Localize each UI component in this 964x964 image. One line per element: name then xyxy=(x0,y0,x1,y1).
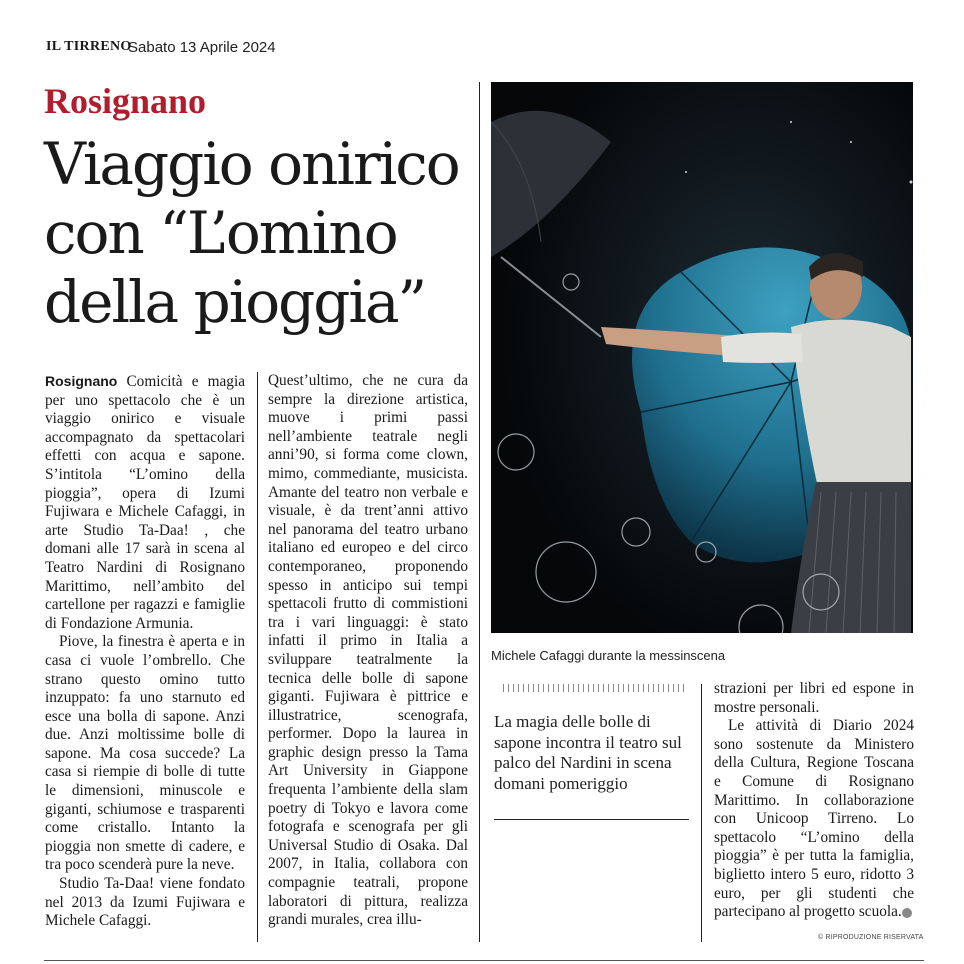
column-divider xyxy=(257,372,258,942)
section-title: Rosignano xyxy=(44,81,207,121)
performer-with-umbrella-image xyxy=(491,82,913,633)
column-divider xyxy=(701,684,702,942)
pull-quote: La magia delle bolle di sapone incontra il teatro sul palco del Nardini in scena domani pomeriggio xyxy=(494,712,682,793)
paragraph: Studio Ta-Daa! viene fondato nel 2013 da Izumi Fujiwara e Michele Cafaggi. xyxy=(45,875,245,930)
headline: Viaggio onirico con “L’omino della pioggia” xyxy=(44,130,459,336)
paragraph: Le attività di Diario 2024 sono sostenute da Ministero della Cultura, Regione Toscana e Comune di Rosignano Marittimo. In collaborazione con Unicoop Tirreno. Lo spettacolo “L’omino della pioggia” è per tutta la famiglia, biglietto intero 5 euro, ridotto 3 euro, per gli studenti che partecipano al progetto scuola. xyxy=(714,717,914,921)
pull-quote-rule xyxy=(494,819,689,820)
issue-date: Sabato 13 Aprile 2024 xyxy=(128,39,276,56)
paragraph: Piove, la finestra è aperta e in casa ci vuole l’ombrello. Che strano questo omino tutto inzuppato: fa uno starnuto ed esce una bolla di sapone. Anzi due. Anzi moltissime bolle di sapone. Ma cosa succede? La casa si riempie di bolle di tutte le dimensioni, minuscole e giganti, schiumose e trasparenti come cristallo. Intanto la pioggia non smette di cadere, e tra poco scenderà pure la neve. xyxy=(45,633,245,874)
paragraph: Rosignano Comicità e magia per uno spettacolo che è un viaggio onirico e visuale accompagnato da spettacolari effetti con acqua e sapone. S’intitola “L’omino della pioggia”, opera di Izumi Fujiwara e Michele Cafaggi, in arte Studio Ta-Daa! , che domani alle 17 sarà in scena al Teatro Nardini di Rosignano Marittimo, nell’ambito del cartellone per ragazzi e famiglie di Fondazione Armunia. xyxy=(45,373,245,632)
paragraph: Quest’ultimo, che ne cura da sempre la direzione artistica, muove i primi passi nell’ambiente teatrale negli anni’90, si forma come clown, mimo, commediante, musicista. Amante del teatro non verbale e visuale, è da trent’anni attivo nel panorama del teatro urbano italiano ed europeo e del circo contemporaneo, proponendo spesso in anticipo sui tempi spettacoli frutto di commistioni tra i vari linguaggi: è stato infatti il primo in Italia a sviluppare teatralmente la tecnica delle bolle di sapone giganti. Fujiwara è pittrice e illustratrice, scenografa, performer. Dopo la laurea in graphic design presso la Tama Art University in Giappone frequenta l’ambiente della slam poetry di Tokyo e lavora come fotografa e scenografa per gli Universal Studio di Osaka. Dal 2007, in Italia, collabora con compagnie teatrali, propone laboratori di pittura, realizza grandi murales, crea illu- xyxy=(268,372,468,929)
body-column-2 xyxy=(268,372,468,930)
masthead: IL TIRRENO xyxy=(46,39,132,54)
body-column-3 xyxy=(714,680,914,922)
stage-photo xyxy=(491,82,913,633)
end-mark-icon xyxy=(902,908,912,918)
body-column-1 xyxy=(45,372,245,931)
photo-caption: Michele Cafaggi durante la messinscena xyxy=(491,648,726,663)
copyright-credit: © RIPRODUZIONE RISERVATA xyxy=(818,934,924,941)
pull-quote-ornament xyxy=(503,684,688,692)
column-divider xyxy=(479,82,480,942)
bottom-rule xyxy=(44,960,924,961)
paragraph: strazioni per libri ed espone in mostre personali. xyxy=(714,680,914,716)
dateline: Rosignano xyxy=(45,373,118,389)
